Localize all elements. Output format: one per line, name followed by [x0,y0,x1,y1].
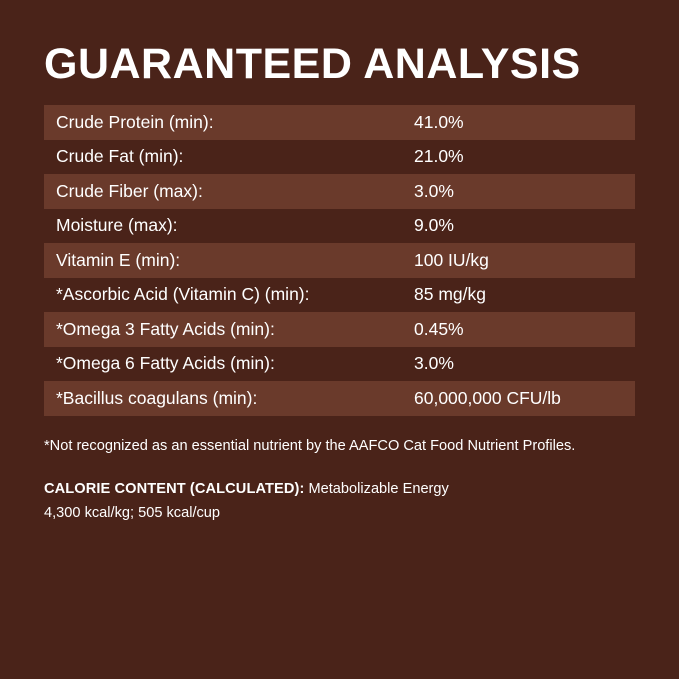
page-title: GUARANTEED ANALYSIS [44,40,581,88]
nutrient-name: Moisture (max): [56,215,178,236]
calorie-content-block [44,479,635,525]
table-row [44,140,635,175]
table-row [44,243,635,278]
nutrient-value: 3.0% [414,180,454,201]
nutrient-name: Vitamin E (min): [56,249,181,270]
nutrient-value: 9.0% [414,215,454,236]
calorie-content-line [44,479,635,501]
calorie-content-label: CALORIE CONTENT (CALCULATED): [44,481,305,498]
table-row [44,105,635,140]
nutrient-value: 60,000,000 CFU/lb [414,387,561,408]
nutrient-value: 0.45% [414,318,464,339]
nutrient-name: Crude Fiber (max): [56,180,203,201]
footnote: *Not recognized as an essential nutrient by the AAFCO Cat Food Nutrient Profiles. [44,437,576,454]
table-row [44,278,635,313]
calorie-content-type: Metabolizable Energy [308,481,449,498]
calorie-content-values: 4,300 kcal/kg; 505 kcal/cup [44,505,221,522]
table-row [44,381,635,416]
table-row [44,347,635,382]
nutrient-value: 100 IU/kg [414,249,489,270]
table-row [44,174,635,209]
nutrient-value: 3.0% [414,353,454,374]
table-row [44,312,635,347]
nutrient-name: *Omega 6 Fatty Acids (min): [56,353,275,374]
nutrient-name: Crude Fat (min): [56,146,184,167]
table-row [44,209,635,244]
nutrient-value: 21.0% [414,146,464,167]
nutrient-name: Crude Protein (min): [56,111,214,132]
nutrient-name: *Bacillus coagulans (min): [56,387,258,408]
nutrient-value: 85 mg/kg [414,284,486,305]
nutrient-value: 41.0% [414,111,464,132]
guaranteed-analysis-table [44,105,635,416]
nutrient-name: *Ascorbic Acid (Vitamin C) (min): [56,284,310,305]
nutrient-name: *Omega 3 Fatty Acids (min): [56,318,275,339]
